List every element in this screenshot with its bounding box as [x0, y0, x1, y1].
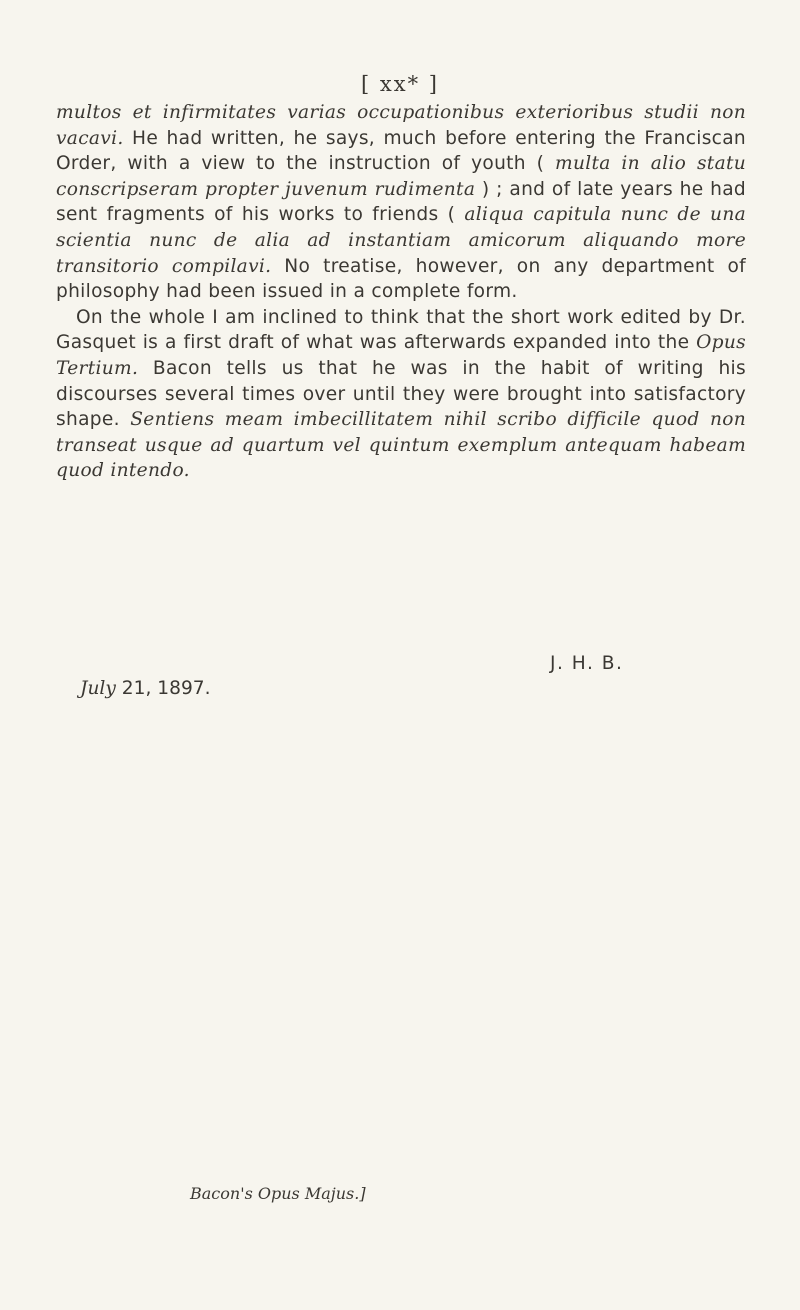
p1-seg: He had written, he says, much before entering the Franciscan Order, with a view to the instruction of youth (: [56, 127, 746, 175]
footer-signature-mark: Bacon's Opus Majus.]: [190, 1184, 366, 1203]
date-rest: 21, 1897.: [115, 678, 211, 699]
p2-seg: Opus Tertium.: [56, 332, 746, 379]
date-line: [80, 678, 211, 699]
p1-seg: No treatise, however, on any department of philosophy had been issued in a complete form.: [56, 255, 746, 303]
page-number: [ xx* ]: [361, 72, 439, 96]
p1-seg: ) ; and of late years he had sent fragments of his works to friends (: [56, 178, 747, 226]
p1-seg: aliqua capitula nunc de una scientia nunc de alia ad instantiam amicorum aliquando more transitorio compilavi.: [56, 204, 746, 277]
paragraph-1: [56, 100, 746, 305]
p1-seg: multos et infirmitates varias occupationibus exterioribus studii non vacavi.: [56, 102, 746, 149]
paragraph-2: [56, 305, 746, 484]
p1-seg: multa in alio statu conscripseram propter juvenum rudimenta: [56, 153, 746, 200]
p2-seg: Sentiens meam imbecillitatem nihil scribo difficile quod non transeat usque ad quartum vel quintum exemplum antequam habeam quod intendo.: [56, 409, 746, 482]
p2-seg: Bacon tells us that he was in the habit of writing his discourses several times over until they were brought into satisfactory shape.: [56, 357, 746, 431]
body-text: [56, 100, 746, 484]
date-month: July: [80, 678, 116, 699]
p2-seg: On the whole I am inclined to think that the short work edited by Dr. Gasquet is a first draft of what was afterwards expanded into the: [56, 306, 746, 354]
signature: J. H. B.: [550, 653, 624, 674]
